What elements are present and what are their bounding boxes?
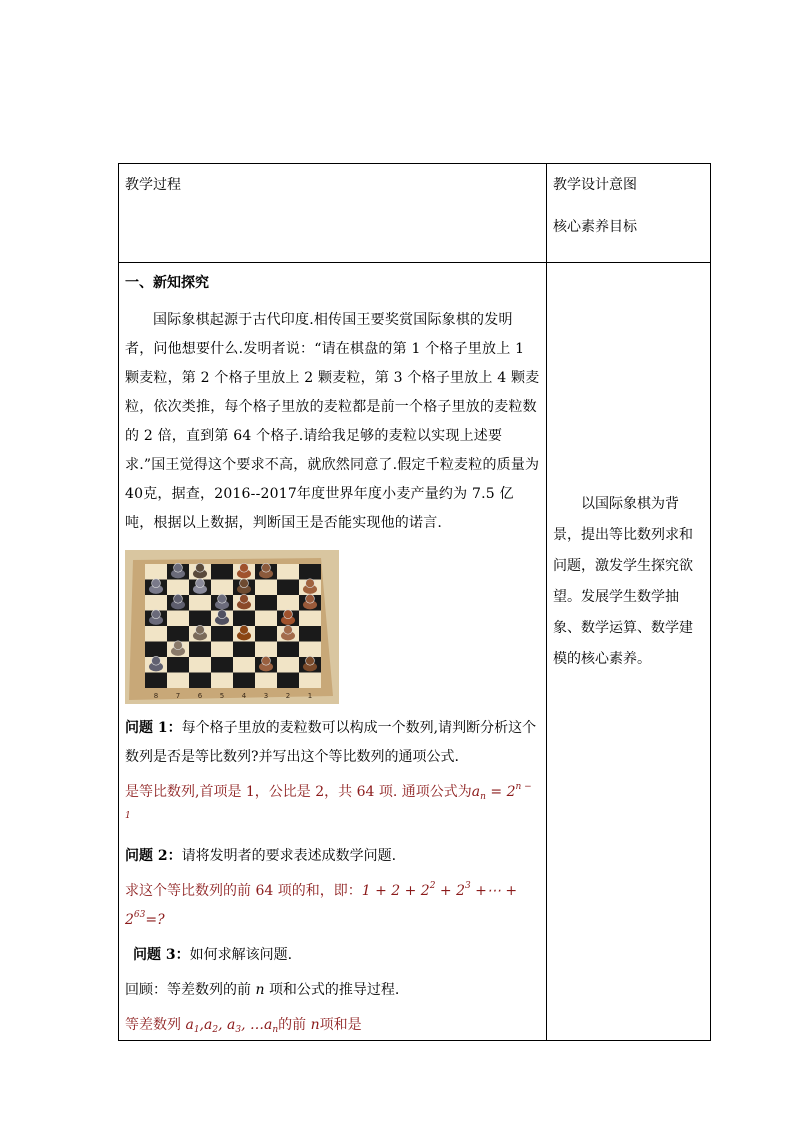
question-2-text: 请将发明者的要求表述成数学问题. <box>181 848 397 864</box>
review-red-prefix: 等差数列 <box>125 1017 181 1033</box>
formula-general-term: $a_n = 2^{n - 1}$ <box>125 782 532 821</box>
question-3 <box>125 941 540 970</box>
question-1-answer-text: 是等比数列,首项是 1，公比是 2，共 64 项. 通项公式为 <box>125 784 472 800</box>
intro-paragraph: 国际象棋起源于古代印度.相传国王要奖赏国际象棋的发明者，问他想要什么.发明者说：“请在棋盘的第 1 个格子里放上 1 颗麦粒，第 2 个格子里放上 2 颗麦粒，第 3 个格子里放上 4 颗麦粒，依次类推，每个格子里放的麦粒都是前一个格子里放的麦粒数的 2 倍，直到第 64 个格子.请给我足够的麦粒以实现上述要求.”国王觉得这个要求不高，就欣然同意了.假定千粒麦粒的质量为 40克，据查，2016--2017年度世界年度小麦产量约为 7.5 亿吨，根据以上数据，判断国王是否能实现他的诺言. <box>125 312 540 531</box>
board-file-label: 7 <box>175 692 181 700</box>
board-square <box>167 611 189 627</box>
formula-sum: $1 + 2 + 2^2 + 2^3$ +⋯ + $2^{63}=$? <box>125 881 518 928</box>
board-square <box>277 642 299 658</box>
board-square <box>299 611 321 627</box>
board-square <box>211 657 233 673</box>
board-square <box>255 626 277 642</box>
board-square <box>189 611 211 627</box>
section-title: 一、新知探究 <box>125 275 209 291</box>
board-square <box>145 626 167 642</box>
board-square <box>233 642 255 658</box>
board-square <box>277 673 299 689</box>
question-3-label: 问题 3： <box>133 947 190 963</box>
board-square <box>233 673 255 689</box>
sequence-terms: $a_1,a_2$, $a_3$, $\dots a_n$ <box>185 1017 279 1035</box>
board-square <box>277 564 299 580</box>
question-3-text: 如何求解该问题. <box>189 947 293 963</box>
board-square <box>189 642 211 658</box>
board-square <box>255 642 277 658</box>
question-1-label: 问题 1： <box>125 720 182 736</box>
board-square <box>189 595 211 611</box>
board-square <box>189 673 211 689</box>
chessboard-photo <box>125 550 339 704</box>
question-2 <box>125 842 540 871</box>
board-square <box>233 611 255 627</box>
board-square <box>211 673 233 689</box>
board-file-label: 4 <box>241 692 247 700</box>
review-text: 回顾：等差数列的前 <box>125 982 251 998</box>
board-square <box>255 580 277 596</box>
board-square <box>255 673 277 689</box>
question-1-text: 每个格子里放的麦粒数可以构成一个数列,请判断分析这个数列是否是等比数列?并写出这个等比数列的通项公式. <box>125 720 537 765</box>
question-2-answer-text: 求这个等比数列的前 64 项的和，即： <box>125 883 362 899</box>
question-2-answer <box>125 877 540 935</box>
board-square <box>211 580 233 596</box>
board-square <box>189 657 211 673</box>
board-square <box>211 564 233 580</box>
question-2-label: 问题 2： <box>125 848 182 864</box>
review-text2: 项和公式的推导过程. <box>268 982 400 998</box>
board-square <box>167 626 189 642</box>
board-square <box>233 657 255 673</box>
review-answer <box>125 1011 540 1040</box>
board-square <box>167 657 189 673</box>
board-square <box>145 564 167 580</box>
board-square <box>299 626 321 642</box>
header-left-cell <box>119 164 547 263</box>
review-line <box>125 976 540 1005</box>
board-square <box>211 642 233 658</box>
review-red-end: 项和是 <box>319 1017 362 1033</box>
board-square <box>255 611 277 627</box>
lesson-table <box>118 163 711 1041</box>
board-square <box>211 626 233 642</box>
content-cell <box>119 263 547 1041</box>
board-square <box>277 580 299 596</box>
board-file-label: 8 <box>153 692 159 700</box>
board-square <box>299 564 321 580</box>
var-n-red: n <box>310 1017 320 1033</box>
board-square <box>299 642 321 658</box>
design-intent-text: 以国际象棋为背景，提出等比数列求和问题，激发学生探究欲望。发展学生数学抽象、数学运算、数学建模的核心素养。 <box>553 496 693 667</box>
board-file-label: 5 <box>219 692 225 700</box>
review-red-suffix: 的前 <box>278 1017 307 1033</box>
board-square <box>167 580 189 596</box>
board-square <box>299 673 321 689</box>
board-square <box>145 673 167 689</box>
question-1-answer <box>125 778 540 836</box>
header-right-line2: 核心素养目标 <box>553 219 637 235</box>
board-square <box>277 657 299 673</box>
var-n: n <box>255 982 265 998</box>
board-square <box>145 595 167 611</box>
header-left-label: 教学过程 <box>125 177 181 193</box>
board-file-label: 6 <box>197 692 203 700</box>
design-intent-cell <box>547 263 711 1041</box>
board-file-label: 2 <box>285 692 291 700</box>
header-right-line1: 教学设计意图 <box>553 177 637 193</box>
board-square <box>277 595 299 611</box>
question-1 <box>125 714 540 772</box>
board-square <box>167 673 189 689</box>
board-square <box>145 642 167 658</box>
board-file-label: 1 <box>307 692 313 700</box>
board-file-label: 3 <box>263 692 269 700</box>
header-right-cell <box>547 164 711 263</box>
board-square <box>255 595 277 611</box>
